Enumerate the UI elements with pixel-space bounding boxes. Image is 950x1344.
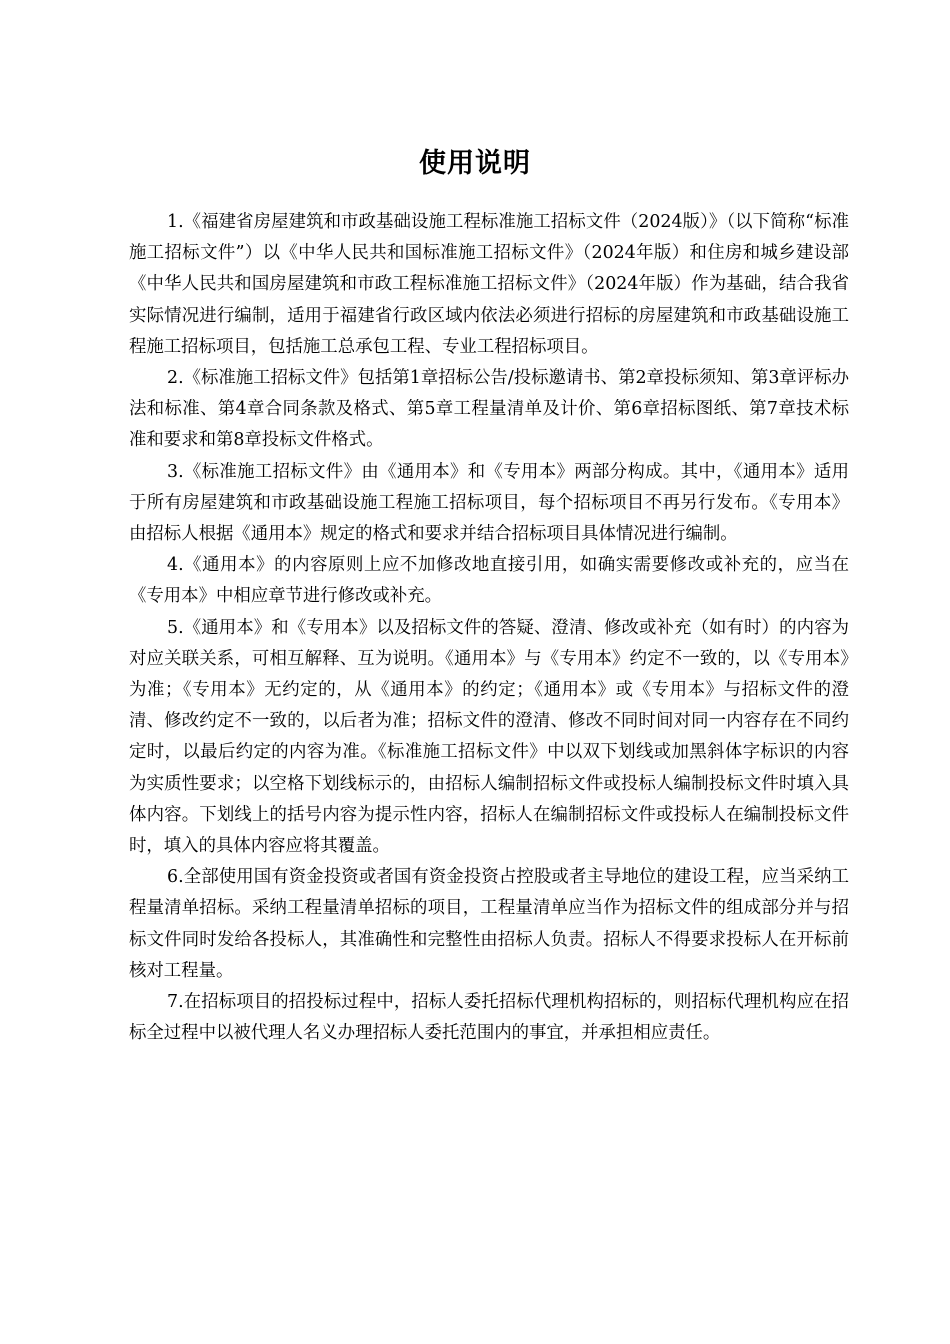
document-body xyxy=(129,207,849,1049)
paragraph-5: 5.《通用本》和《专用本》以及招标文件的答疑、澄清、修改或补充（如有时）的内容为对应关联关系，可相互解释、互为说明。《通用本》与《专用本》约定不一致的，以《专用本》为准；《专用本》无约定的，从《通用本》的约定；《通用本》或《专用本》与招标文件的澄清、修改约定不一致的，以后者为准；招标文件的澄清、修改不同时间对同一内容存在不同约定时，以最后约定的内容为准。《标准施工招标文件》中以双下划线或加黑斜体字标识的内容为实质性要求；以空格下划线标示的，由招标人编制招标文件或投标人编制投标文件时填入具体内容。下划线上的括号内容为提示性内容，招标人在编制招标文件或投标人在编制投标文件时，填入的具体内容应将其覆盖。 xyxy=(129,617,849,857)
page-title: 使用说明 xyxy=(419,148,531,179)
paragraph-2: 2.《标准施工招标文件》包括第1章招标公告/投标邀请书、第2章投标须知、第3章评标办法和标准、第4章合同条款及格式、第5章工程量清单及计价、第6章招标图纸、第7章技术标准和要求和第8章投标文件格式。 xyxy=(129,368,849,451)
paragraph-3: 3.《标准施工招标文件》由《通用本》和《专用本》两部分构成。其中，《通用本》适用于所有房屋建筑和市政基础设施工程施工招标项目，每个招标项目不再另行发布。《专用本》由招标人根据《通用本》规定的格式和要求并结合招标项目具体情况进行编制。 xyxy=(129,461,849,545)
paragraph-6: 6.全部使用国有资金投资或者国有资金投资占控股或者主导地位的建设工程，应当采纳工程量清单招标。采纳工程量清单招标的项目，工程量清单应当作为招标文件的组成部分并与招标文件同时发给各投标人，其准确性和完整性由招标人负责。招标人不得要求投标人在开标前核对工程量。 xyxy=(129,867,849,981)
paragraph-4: 4.《通用本》的内容原则上应不加修改地直接引用，如确实需要修改或补充的，应当在《专用本》中相应章节进行修改或补充。 xyxy=(129,555,849,607)
paragraph-7: 7.在招标项目的招投标过程中，招标人委托招标代理机构招标的，则招标代理机构应在招标全过程中以被代理人名义办理招标人委托范围内的事宜，并承担相应责任。 xyxy=(129,992,849,1044)
paragraph-1: 1.《福建省房屋建筑和市政基础设施工程标准施工招标文件（2024版）》（以下简称“标准施工招标文件”）以《中华人民共和国标准施工招标文件》（2024年版）和住房和城乡建设部《中华人民共和国房屋建筑和市政工程标准施工招标文件》（2024年版）作为基础，结合我省实际情况进行编制，适用于福建省行政区域内依法必须进行招标的房屋建筑和市政基础设施工程施工招标项目，包括施工总承包工程、专业工程招标项目。 xyxy=(129,212,849,357)
